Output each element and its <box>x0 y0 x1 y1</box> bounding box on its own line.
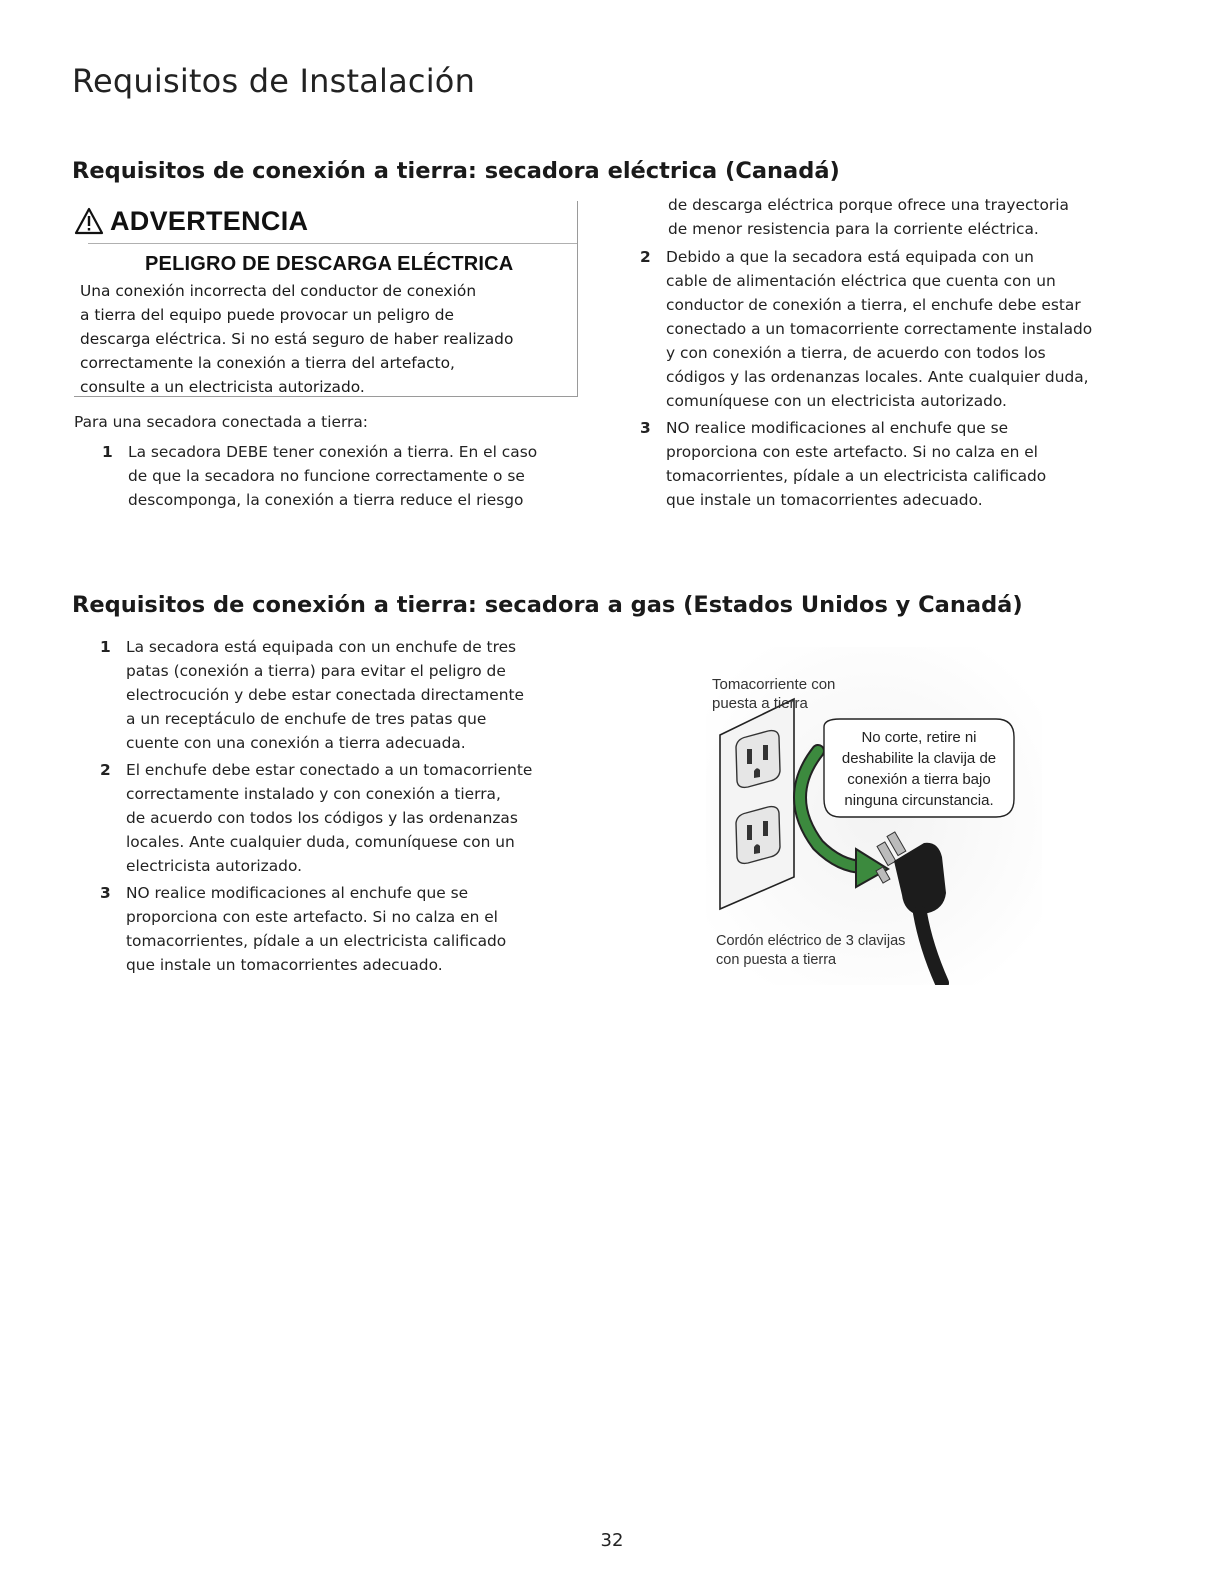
list-item-line: patas (conexión a tierra) para evitar el peligro de <box>126 662 506 680</box>
electric-list-continuation <box>668 193 1148 241</box>
list-item-line: electricista autorizado. <box>126 857 302 875</box>
list-item-line: conectado a un tomacorriente correctamente instalado <box>666 320 1093 338</box>
list-item-line: correctamente instalado y con conexión a tierra, <box>126 785 501 803</box>
wall-plate-shape <box>720 699 794 909</box>
list-item <box>100 758 600 878</box>
list-item-line: La secadora DEBE tener conexión a tierra. En el caso <box>128 443 538 461</box>
list-item-line: NO realice modificaciones al enchufe que se <box>126 884 469 902</box>
list-item <box>640 245 1180 413</box>
list-item-line: comuníquese con un electricista autorizado. <box>666 392 1007 410</box>
list-item-line: y con conexión a tierra, de acuerdo con todos los <box>666 344 1046 362</box>
list-item <box>102 440 582 512</box>
callout-line: No corte, retire ni <box>861 729 977 746</box>
warning-box <box>74 201 578 397</box>
outlet-label-line: puesta a tierra <box>712 695 808 712</box>
list-item-number: 1 <box>100 638 111 656</box>
callout-line: ninguna circunstancia. <box>844 792 994 809</box>
warning-line: Una conexión incorrecta del conductor de conexión <box>80 282 477 300</box>
cord-label-line: Cordón eléctrico de 3 clavijas <box>716 933 906 949</box>
list-item-line: La secadora está equipada con un enchufe de tres <box>126 638 517 656</box>
electric-intro: Para una secadora conectada a tierra: <box>74 413 368 431</box>
list-item-line: tomacorrientes, pídale a un electricista calificado <box>126 932 507 950</box>
warning-line: consulte a un electricista autorizado. <box>80 378 365 396</box>
list-item-line: de menor resistencia para la corriente eléctrica. <box>668 220 1039 238</box>
warning-line: correctamente la conexión a tierra del artefacto, <box>80 354 455 372</box>
list-item-line: locales. Ante cualquier duda, comuníquese con un <box>126 833 515 851</box>
list-item-line: de acuerdo con todos los códigos y las ordenanzas <box>126 809 518 827</box>
warning-signal-word: ADVERTENCIA <box>110 205 309 236</box>
warning-divider <box>88 243 577 244</box>
list-item-line: códigos y las ordenanzas locales. Ante cualquier duda, <box>666 368 1089 386</box>
upper-receptacle-icon <box>736 731 780 788</box>
list-item-line: conductor de conexión a tierra, el enchufe debe estar <box>666 296 1081 314</box>
cord-label <box>716 932 905 970</box>
electric-list-left <box>102 440 582 515</box>
list-item-line: a un receptáculo de enchufe de tres patas que <box>126 710 487 728</box>
list-item-line: tomacorrientes, pídale a un electricista calificado <box>666 467 1047 485</box>
electric-list-right <box>640 245 1180 515</box>
list-item-number: 2 <box>640 248 651 266</box>
list-item-line: que instale un tomacorrientes adecuado. <box>126 956 443 974</box>
gas-list <box>100 635 600 980</box>
callout-text <box>826 727 1012 811</box>
list-item-line: de que la secadora no funcione correctamente o se <box>128 467 525 485</box>
page-title: Requisitos de Instalación <box>72 62 476 100</box>
list-item-line: que instale un tomacorrientes adecuado. <box>666 491 983 509</box>
hazard-title: PELIGRO DE DESCARGA ELÉCTRICA <box>145 253 514 275</box>
list-item-line: electrocución y debe estar conectada directamente <box>126 686 524 704</box>
list-item-line: proporciona con este artefacto. Si no calza en el <box>666 443 1038 461</box>
list-item-line: proporciona con este artefacto. Si no calza en el <box>126 908 498 926</box>
warning-triangle-icon <box>74 207 104 235</box>
outlet-plug-illustration <box>706 647 1042 985</box>
list-item <box>640 416 1180 512</box>
warning-line: descarga eléctrica. Si no está seguro de haber realizado <box>80 330 514 348</box>
list-item-line: Debido a que la secadora está equipada con un <box>666 248 1034 266</box>
warning-line: a tierra del equipo puede provocar un peligro de <box>80 306 454 324</box>
warning-header <box>74 201 308 241</box>
list-item-line: NO realice modificaciones al enchufe que se <box>666 419 1009 437</box>
callout-line: conexión a tierra bajo <box>847 771 991 788</box>
list-item-line: descomponga, la conexión a tierra reduce el riesgo <box>128 491 524 509</box>
list-item-number: 3 <box>100 884 111 902</box>
list-item-line: de descarga eléctrica porque ofrece una trayectoria <box>668 196 1069 214</box>
section-title-gas: Requisitos de conexión a tierra: secadora a gas (Estados Unidos y Canadá) <box>72 592 1023 618</box>
outlet-label-line: Tomacorriente con <box>712 676 836 693</box>
list-item-line: cuente con una conexión a tierra adecuada. <box>126 734 466 752</box>
list-item-number: 2 <box>100 761 111 779</box>
list-item-number: 3 <box>640 419 651 437</box>
list-item-number: 1 <box>102 443 113 461</box>
lower-receptacle-icon <box>736 807 780 864</box>
list-item <box>100 635 600 755</box>
cord-label-line: con puesta a tierra <box>716 952 837 968</box>
page-number: 32 <box>600 1530 624 1551</box>
list-item-line: El enchufe debe estar conectado a un tomacorriente <box>126 761 533 779</box>
outlet-label <box>712 675 835 713</box>
list-item <box>100 881 600 977</box>
section-title-electric: Requisitos de conexión a tierra: secadora eléctrica (Canadá) <box>72 158 840 184</box>
warning-text <box>80 279 574 399</box>
list-item-line: cable de alimentación eléctrica que cuenta con un <box>666 272 1056 290</box>
callout-line: deshabilite la clavija de <box>841 750 997 767</box>
